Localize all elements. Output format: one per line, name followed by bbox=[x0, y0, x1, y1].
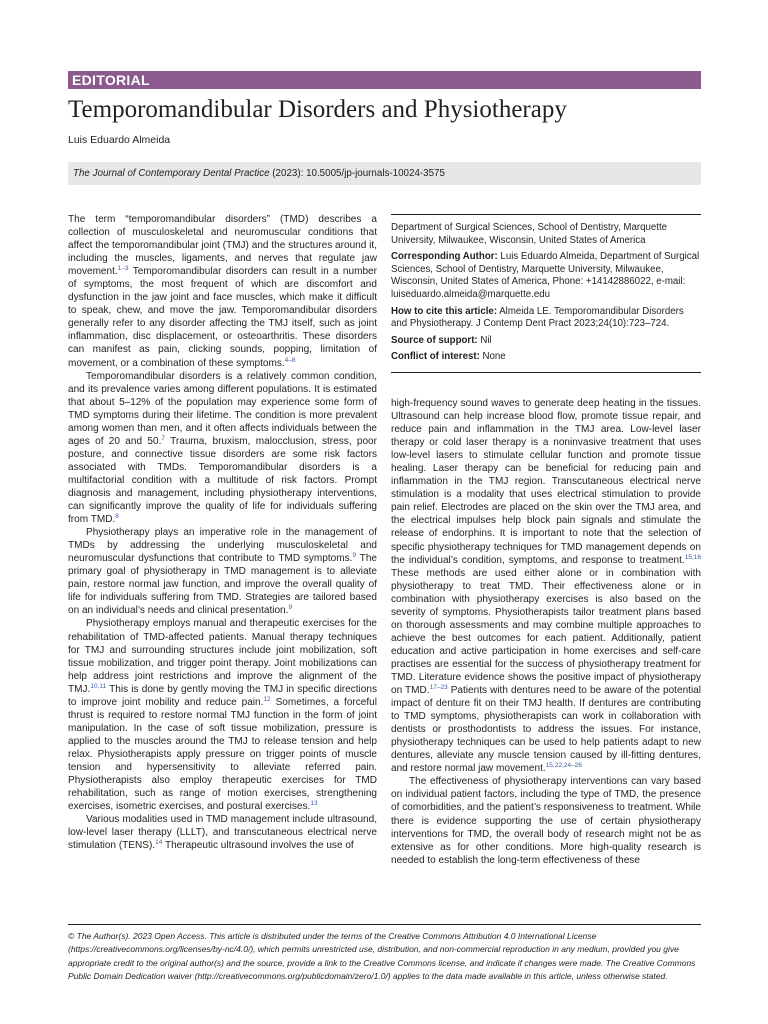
paragraph-text: The effectiveness of physiotherapy interventions can vary based on individual patient factors, including the type of TMD, the presence of comorbidities, and the patient’s responsiveness to treatment. While there is evidence supporting the use of certain physiotherapy interventions for TMD, the overall body of research might not be as extensive as for other conditions. More high-quality research is needed to establish the long-term effectiveness of these bbox=[391, 776, 701, 866]
left-column bbox=[68, 213, 377, 852]
article-title: Temporomandibular Disorders and Physiotherapy bbox=[68, 96, 567, 123]
citation-ref: 14 bbox=[155, 839, 163, 847]
right-column bbox=[391, 397, 701, 867]
paragraph bbox=[68, 370, 377, 527]
paragraph bbox=[68, 526, 377, 617]
how-to-cite bbox=[391, 306, 701, 331]
paragraph bbox=[68, 813, 377, 852]
paragraph-text: This is done by gently moving the TMJ in specific directions to improve joint mobility and reduce pain. bbox=[68, 683, 377, 708]
journal-name: The Journal of Contemporary Dental Practice bbox=[73, 168, 270, 179]
paragraph bbox=[68, 213, 377, 370]
source-of-support bbox=[391, 335, 701, 348]
corresponding-text: Luis Eduardo Almeida, Department of Surgical Sciences, School of Dentistry, Marquette University, Milwaukee, Wisconsin, United States of America, Phone: +14142886022, e-mail: luiseduardo.almeida@marquette.edu bbox=[391, 251, 700, 300]
paragraph-text: Sometimes, a forceful thrust is required to restore normal TMJ function in the form of joint manipulation. In the case of soft tissue mobilization, pressure is applied to the muscles around the TMJ to release tension and help relax. Physiotherapists apply pressure on trigger points of muscle tension and hypersensitivity to alleviate referred pain. Physiotherapists also employ therapeutic exercises for TMD rehabilitation, such as range of motion exercises, strengthening exercises, isometric exercises, and postural exercises. bbox=[68, 696, 378, 813]
article-info-box bbox=[391, 214, 701, 373]
paragraph-text: high-frequency sound waves to generate deep heating in the tissues. Ultrasound can help increase blood flow, promote tissue repair, and reduce pain and inflammation in the TMJ area. Low-level laser therapy or cold laser therapy is a noninvasive treatment that uses low-level lasers to stimulate cellular function and promote tissue healing. Laser therapy can be beneficial for reducing pain and inflammation in the TMJ region. Transcutaneous electrical nerve stimulation is a modality that uses electrical stimulation to provide pain relief. Electrodes are placed on the skin over the TMJ area, and the electrical impulses help block pain signals and stimulate the release of endorphins. It is important to note that the selection of specific physiotherapy techniques for TMD management depends on the individual’s condition, symptoms, and response to treatment. bbox=[391, 398, 701, 566]
paragraph-text: These methods are used either alone or in combination with physiotherapy to treat TMD. Their effectiveness alone or in combination with physiotherapy exercises is also based on the severity of symptoms. Physiotherapists tailor treatment plans based on thorough assessments and may combine multiple approaches to achieve the best outcomes for each patient. Additionally, patient education and active participation in home exercises and self-care practises are essential for the success of physiotherapy treatment for TMD. Literature evidence shows the positive impact of physiotherapy on TMD. bbox=[391, 567, 701, 697]
corresponding-author bbox=[391, 251, 701, 301]
citation-ref: 13 bbox=[310, 800, 318, 808]
paragraph-text: Temporomandibular disorders is a relatively common condition, and its prevalence varies among different populations. It is estimated that about 5–12% of the population may experience some form of TMD symptoms during their lifetime. The condition is more prevalent among women than men, and it often affects individuals between the ages of 20 and 50. bbox=[68, 370, 377, 447]
paragraph-text: Physiotherapy plays an imperative role in the management of TMDs by addressing the underlying musculoskeletal and neuromuscular dysfunctions that contribute to TMD symptoms. bbox=[68, 527, 377, 565]
citation-ref: 12 bbox=[263, 695, 271, 703]
paragraph-text: Physiotherapy employs manual and therapeutic exercises for the rehabilitation of TMD-affected patients. Manual therapy techniques for TMJ and surrounding structures include joint mobilization, soft tissue mobilization, and trigger point therapy. Joint mobilizations can help address joint restrictions and improve the alignment of the TMJ. bbox=[68, 618, 377, 695]
license-footer: © The Author(s). 2023 Open Access. This article is distributed under the terms of the Creative Commons Attribution 4.0 International License (https://creativecommons.org/licenses/by-nc/4.0/), which permits unrestricted use, distribution, and non-commercial reproduction in any medium, provided you give appropriate credit to the original author(s) and the source, provide a link to the Creative Commons license, and indicate if changes were made. The Creative Commons Public Domain Dedication waiver (http://creativecommons.org/publicdomain/zero/1.0/) applies to the data made available in this article, unless otherwise stated. bbox=[68, 924, 701, 984]
citation-bar bbox=[68, 162, 701, 185]
paragraph-text: The primary goal of physiotherapy in TMD management is to alleviate pain, restore normal jaw function, and improve the overall quality of life for individuals suffering from TMD. Strategies are tailored based on an individual’s needs and clinical presentation. bbox=[68, 553, 377, 617]
citation-doi: (2023): 10.5005/jp-journals-10024-3575 bbox=[269, 168, 445, 179]
conflict-of-interest bbox=[391, 351, 701, 364]
paragraph bbox=[391, 775, 701, 866]
citation-ref: 7 bbox=[161, 434, 165, 442]
citation-ref: 4–8 bbox=[284, 356, 296, 364]
how-to-cite-text: Almeida LE. Temporomandibular Disorders and Physiotherapy. J Contemp Dent Pract 2023;24(10):723–724. bbox=[391, 305, 684, 330]
article-type-banner: EDITORIAL bbox=[68, 71, 701, 89]
citation-ref: 9 bbox=[352, 552, 357, 560]
citation-ref: 15,22,24–26 bbox=[545, 762, 582, 770]
citation-ref: 9 bbox=[288, 604, 293, 612]
paragraph-text: Therapeutic ultrasound involves the use of bbox=[162, 840, 354, 852]
conflict-label: Conflict of interest: bbox=[391, 351, 480, 363]
citation-ref: 17–23 bbox=[429, 684, 448, 692]
citation-ref: 15,16 bbox=[684, 553, 701, 561]
support-text: Nil bbox=[477, 334, 492, 346]
corresponding-label: Corresponding Author: bbox=[391, 251, 498, 263]
affiliation: Department of Surgical Sciences, School of Dentistry, Marquette University, Milwaukee, Wisconsin, United States of America bbox=[391, 222, 668, 246]
paragraph-text: Patients with dentures need to be aware of the potential impact of denture fit on their TMJ health. If dentures are contributing to TMD symptoms, physiotherapists can work in collaboration with dentists or prosthodontists to address the issues. For instance, physiotherapy techniques can be used to help patients adapt to new dentures, alleviate any muscle tension caused by ill-fitting dentures, and restore normal jaw movement. bbox=[391, 685, 701, 775]
citation-ref: 10,11 bbox=[90, 682, 107, 690]
paragraph-text: The term “temporomandibular disorders” (TMD) describes a collection of musculoskeletal and neuromuscular conditions that affect the temporomandibular joint (TMJ) and the structures around it, including the muscles, ligaments, and nerves that regulate jaw movement. bbox=[68, 214, 377, 278]
support-label: Source of support: bbox=[391, 334, 478, 346]
paragraph-text: Temporomandibular disorders can result in a number of symptoms, the most frequent of which are discomfort and dysfunction in the jaw joint and face muscles, which make it difficult to speak, chew, and move the jaw. Temporomandibular disorders generally refer to any disorder affecting the TMJ itself, such as joint inflammation, disc displacement, or osteoarthritis. These disorders can manifest as pain, clicking sounds, popping, limitation of movement, or a combination of these symptoms. bbox=[68, 266, 377, 369]
citation-ref: 1–3 bbox=[117, 265, 129, 273]
paragraph bbox=[68, 617, 377, 813]
how-to-cite-label: How to cite this article: bbox=[391, 305, 498, 317]
author-name: Luis Eduardo Almeida bbox=[68, 134, 171, 146]
citation-ref: 8 bbox=[115, 513, 119, 521]
paragraph-text: Various modalities used in TMD management include ultrasound, low-level laser therapy (LLLT), and transcutaneous electrical nerve stimulation (TENS). bbox=[68, 814, 377, 852]
paragraph-text: Trauma, bruxism, malocclusion, stress, poor posture, and connective tissue disorders are some risk factors associated with TMDs. Temporomandibular disorders is a multifactorial condition with a multitude of risk factors. Prompt diagnosis and management, including physiotherapy interventions, can significantly improve the quality of life for individuals suffering from TMD. bbox=[68, 435, 377, 526]
conflict-text: None bbox=[479, 351, 506, 363]
paragraph bbox=[391, 397, 701, 775]
